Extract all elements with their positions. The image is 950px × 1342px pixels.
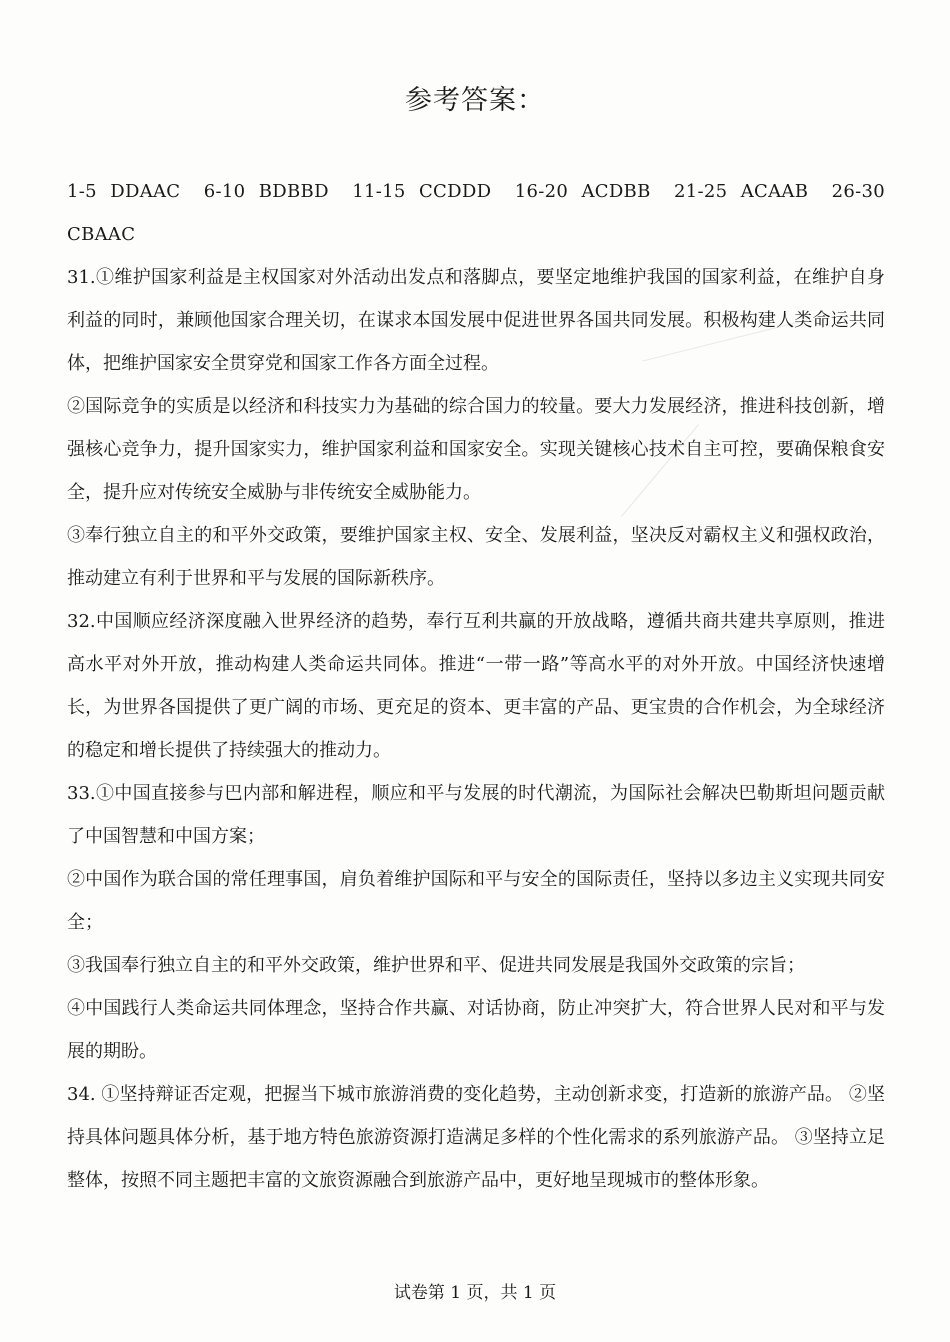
answer-group: 11-15 CCDDD [352,181,492,202]
multiple-choice-answers [67,170,885,256]
q34-answer: 34. ①坚持辩证否定观，把握当下城市旅游消费的变化趋势，主动创新求变，打造新的旅游产品。 ②坚持具体问题具体分析，基于地方特色旅游资源打造满足多样的个性化需求的系列旅游产品。 ③坚持立足整体，按照不同主题把丰富的文旅资源融合到旅游产品中，更好地呈现城市的整体形象。 [67,1084,885,1191]
q31-point-2: ②国际竞争的实质是以经济和科技实力为基础的综合国力的较量。要大力发展经济，推进科技创新，增强核心竞争力，提升国家实力，维护国家利益和国家安全。实现关键核心技术自主可控，要确保粮食安全，提升应对传统安全威胁与非传统安全威胁能力。 [67,396,885,503]
q33-point-2: ②中国作为联合国的常任理事国，肩负着维护国际和平与安全的国际责任，坚持以多边主义实现共同安全； [67,869,885,933]
page-footer: 试卷第 1 页，共 1 页 [393,1283,557,1303]
q33-point-1: 33.①中国直接参与巴内部和解进程，顺应和平与发展的时代潮流，为国际社会解决巴勒斯坦问题贡献了中国智慧和中国方案； [67,783,885,847]
q33-point-3: ③我国奉行独立自主的和平外交政策，维护世界和平、促进共同发展是我国外交政策的宗旨； [67,955,805,976]
answer-group: 26-30 CBAAC [67,181,886,245]
q31-point-3: ③奉行独立自主的和平外交政策，要维护国家主权、安全、发展利益，坚决反对霸权主义和强权政治，推动建立有利于世界和平与发展的国际新秩序。 [67,525,885,589]
q31-point-1: 31.①维护国家利益是主权国家对外活动出发点和落脚点，要坚定地维护我国的国家利益，在维护自身利益的同时，兼顾他国家合理关切，在谋求本国发展中促进世界各国共同发展。积极构建人类命运共同体，把维护国家安全贯穿党和国家工作各方面全过程。 [67,267,885,374]
q32-answer: 32.中国顺应经济深度融入世界经济的趋势，奉行互利共赢的开放战略，遵循共商共建共享原则，推进高水平对外开放，推动构建人类命运共同体。推进“一带一路”等高水平的对外开放。中国经济快速增长，为世界各国提供了更广阔的市场、更充足的资本、更丰富的产品、更宝贵的合作机会，为全球经济的稳定和增长提供了持续强大的推动力。 [67,611,885,761]
answer-group: 21-25 ACAAB [673,181,809,202]
answer-group: 6-10 BDBBD [203,181,329,202]
answer-content [67,170,885,1202]
answer-group: 16-20 ACDBB [514,181,651,202]
page-title: 参考答案： [405,85,545,116]
q33-point-4: ④中国践行人类命运共同体理念，坚持合作共赢、对话协商，防止冲突扩大，符合世界人民对和平与发展的期盼。 [67,998,885,1062]
answer-group: 1-5 DDAAC [67,181,181,202]
